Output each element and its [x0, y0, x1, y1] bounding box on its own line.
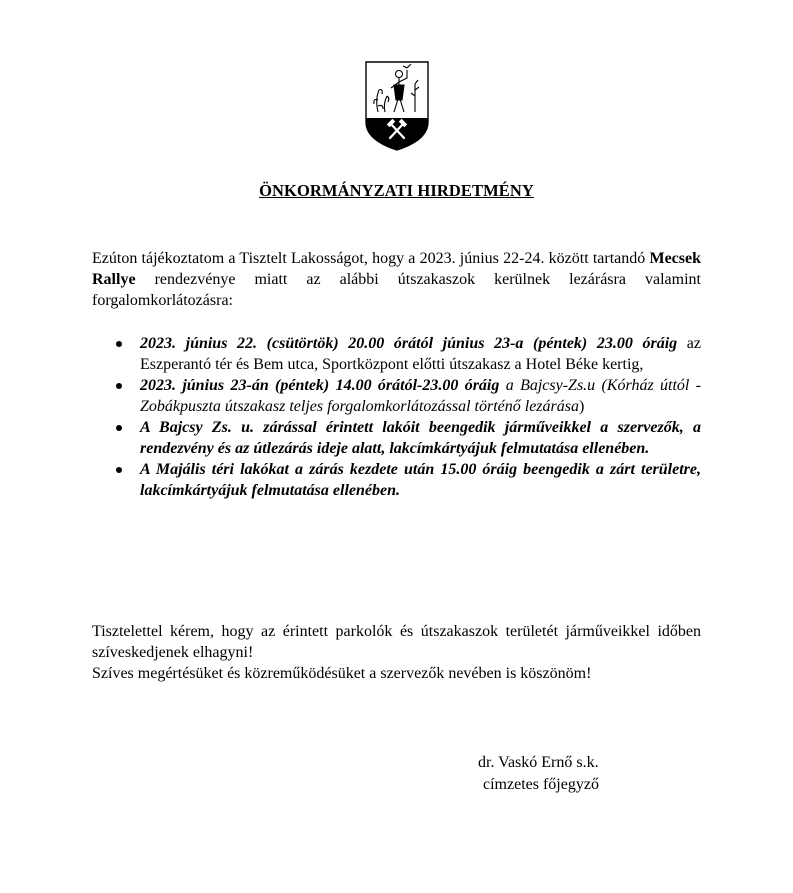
coat-of-arms-icon — [363, 60, 431, 152]
closure-3-text: A Bajcsy Zs. u. zárással érintett lakóit beengedik járműveikkel a szervezők, a rendezvény és az útlezárás ideje alatt, lakcímkártyájuk felmutatása ellenében. — [140, 419, 701, 457]
closing-line-2: Szíves megértésüket és közreműködésüket a szervezők nevében is köszönöm! — [92, 665, 592, 682]
closure-4-text: A Majális téri lakókat a zárás kezdete után 15.00 óráig beengedik a zárt területre, lakcímkártyájuk felmutatása ellenében. — [140, 461, 701, 499]
bullet-icon — [116, 341, 122, 347]
signatory-name: dr. Vaskó Ernő s.k. — [478, 754, 599, 771]
list-item — [92, 375, 701, 417]
closure-2-location: a Bajcsy-Zs.u (Kórház úttól -Zobákpuszta útszakasz teljes forgalomkorlátozással történő lezárása — [140, 377, 702, 415]
signatory-position: címzetes főjegyző — [483, 776, 599, 793]
intro-text-part2: rendezvénye miatt az alábbi útszakaszok kerülnek lezárásra valamint forgalomkorlátozásra: — [92, 271, 701, 309]
bullet-icon — [116, 383, 122, 389]
intro-paragraph — [92, 248, 701, 311]
closure-1-time: 2023. június 22. (csütörtök) 20.00 órától június 23-a (péntek) 23.00 óráig — [140, 335, 678, 352]
signature-block — [478, 752, 599, 796]
list-item — [92, 333, 701, 375]
event-name: Mecsek Rallye — [92, 250, 701, 288]
bullet-icon — [116, 467, 122, 473]
closure-2-time: 2023. június 23-án (péntek) 14.00 órától-23.00 óráig — [140, 377, 500, 394]
bullet-icon — [116, 425, 122, 431]
closing-paragraph — [92, 621, 701, 684]
closure-2-end: ) — [578, 398, 585, 415]
intro-text-part1: Ezúton tájékoztatom a Tisztelt Lakosságot, hogy a 2023. június 22-24. között tartandó — [92, 250, 650, 267]
closure-1-location: az Eszperantó tér és Bem utca, Sportközpont előtti útszakasz a Hotel Béke kertig, — [140, 335, 701, 373]
list-item — [92, 459, 701, 501]
page-title: ÖNKORMÁNYZATI HIRDETMÉNY — [259, 181, 534, 200]
closure-list — [92, 333, 701, 501]
closing-line-1: Tisztelettel kérem, hogy az érintett parkolók és útszakaszok területét járműveikkel időben szíveskedjenek elhagyni! — [92, 623, 701, 661]
list-item — [92, 417, 701, 459]
